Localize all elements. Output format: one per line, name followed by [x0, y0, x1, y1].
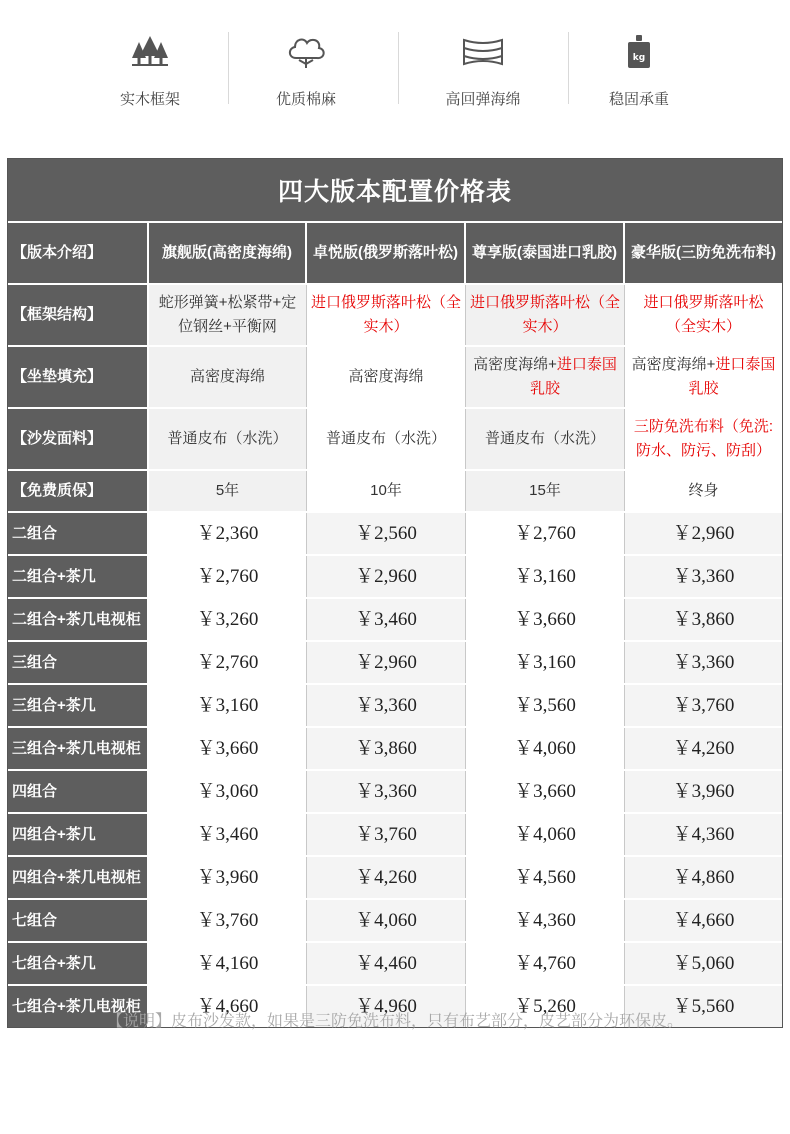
price-row	[8, 900, 782, 943]
version-header-row	[8, 223, 782, 285]
price-row	[8, 556, 782, 599]
table-cell: 15年	[466, 471, 625, 511]
table-title: 四大版本配置价格表	[8, 159, 782, 223]
feature-cotton-linen	[246, 26, 366, 116]
price-cell: ￥4,260	[307, 857, 466, 898]
price-cell: ￥3,460	[149, 814, 307, 855]
price-cell: ￥3,460	[307, 599, 466, 640]
feature-label: 高回弹海绵	[445, 91, 521, 108]
price-cell: ￥3,760	[149, 900, 307, 941]
price-cell: ￥4,360	[466, 900, 625, 941]
row-label: 【版本介绍】	[8, 223, 149, 283]
table-cell: 10年	[307, 471, 466, 511]
price-cell: ￥2,960	[307, 556, 466, 597]
price-cell: ￥4,660	[625, 900, 782, 941]
price-row	[8, 771, 782, 814]
price-cell: ￥3,860	[307, 728, 466, 769]
table-cell: 进口俄罗斯落叶松（全实木）	[307, 285, 466, 345]
row-label: 七组合+茶几	[8, 943, 149, 984]
row-label: 四组合+茶几	[8, 814, 149, 855]
price-cell: ￥3,660	[149, 728, 307, 769]
table-cell: 普通皮布（水洗）	[466, 409, 625, 469]
price-cell: ￥2,760	[149, 642, 307, 683]
price-cell: ￥3,860	[625, 599, 782, 640]
price-cell: ￥3,360	[307, 771, 466, 812]
price-cell: ￥4,760	[466, 943, 625, 984]
price-cell: ￥4,560	[466, 857, 625, 898]
price-cell: ￥3,060	[149, 771, 307, 812]
sponge-layers-icon	[461, 34, 505, 70]
price-cell: ￥3,360	[625, 556, 782, 597]
price-cell: ￥4,660	[149, 986, 307, 1027]
price-cell: ￥4,260	[625, 728, 782, 769]
frame-structure-row	[8, 285, 782, 347]
price-cell: ￥4,060	[466, 728, 625, 769]
price-cell: ￥2,960	[625, 513, 782, 554]
cell-text-highlight: 进口泰国乳胶	[529, 356, 617, 397]
cell-text	[470, 353, 620, 401]
price-row	[8, 599, 782, 642]
feature-strip	[70, 26, 720, 116]
table-cell	[625, 347, 782, 407]
row-label: 【框架结构】	[8, 285, 149, 345]
feature-label: 优质棉麻	[275, 91, 336, 108]
cell-text-plain: 高密度海绵+	[473, 356, 557, 373]
price-cell: ￥3,560	[466, 685, 625, 726]
row-label: 三组合+茶几	[8, 685, 149, 726]
fabric-row	[8, 409, 782, 471]
price-cell: ￥2,760	[466, 513, 625, 554]
cushion-filling-row	[8, 347, 782, 409]
warranty-row	[8, 471, 782, 513]
feature-label: 实木框架	[119, 91, 180, 108]
price-cell: ￥3,660	[466, 599, 625, 640]
row-label: 二组合+茶几	[8, 556, 149, 597]
price-cell: ￥4,860	[625, 857, 782, 898]
version-zunxiang: 尊享版(泰国进口乳胶)	[466, 223, 625, 283]
price-cell: ￥4,060	[466, 814, 625, 855]
price-cell: ￥3,960	[149, 857, 307, 898]
tree-icon	[128, 34, 172, 70]
price-row	[8, 513, 782, 556]
table-cell: 三防免洗布料（免洗:防水、防污、防刮）	[625, 409, 782, 469]
cell-text	[629, 353, 778, 401]
row-label: 二组合+茶几电视柜	[8, 599, 149, 640]
price-cell: ￥5,560	[625, 986, 782, 1027]
row-label: 【沙发面料】	[8, 409, 149, 469]
price-row	[8, 685, 782, 728]
price-cell: ￥4,060	[307, 900, 466, 941]
price-cell: ￥3,360	[307, 685, 466, 726]
table-cell: 普通皮布（水洗）	[149, 409, 307, 469]
version-zhuoyue: 卓悦版(俄罗斯落叶松)	[307, 223, 466, 283]
feature-solid-wood	[90, 26, 210, 116]
table-cell: 进口俄罗斯落叶松（全实木）	[625, 285, 782, 345]
row-label: 二组合	[8, 513, 149, 554]
feature-high-resilience-sponge	[423, 26, 543, 116]
price-cell: ￥3,760	[307, 814, 466, 855]
row-label: 三组合	[8, 642, 149, 683]
table-cell: 普通皮布（水洗）	[307, 409, 466, 469]
price-cell: ￥4,360	[625, 814, 782, 855]
cell-text-highlight: 进口泰国乳胶	[688, 356, 776, 397]
table-cell: 终身	[625, 471, 782, 511]
price-cell: ￥2,960	[307, 642, 466, 683]
table-cell	[466, 347, 625, 407]
price-cell: ￥2,760	[149, 556, 307, 597]
price-cell: ￥4,160	[149, 943, 307, 984]
price-row	[8, 642, 782, 685]
table-cell: 高密度海绵	[307, 347, 466, 407]
price-cell: ￥3,160	[466, 642, 625, 683]
table-cell: 蛇形弹簧+松紧带+定位钢丝+平衡网	[149, 285, 307, 345]
cell-text-plain: 高密度海绵+	[631, 356, 716, 373]
feature-stable-load-bearing	[579, 26, 699, 116]
kg-weight-icon	[617, 34, 661, 70]
price-cell: ￥4,460	[307, 943, 466, 984]
price-cell: ￥5,060	[625, 943, 782, 984]
row-label: 三组合+茶几电视柜	[8, 728, 149, 769]
version-flagship: 旗舰版(高密度海绵)	[149, 223, 307, 283]
price-row	[8, 857, 782, 900]
table-cell: 高密度海绵	[149, 347, 307, 407]
price-row	[8, 943, 782, 986]
price-cell: ￥3,360	[625, 642, 782, 683]
price-cell: ￥2,560	[307, 513, 466, 554]
divider	[228, 32, 229, 104]
version-luxury: 豪华版(三防免洗布料)	[625, 223, 782, 283]
price-cell: ￥3,260	[149, 599, 307, 640]
divider	[398, 32, 399, 104]
price-cell: ￥3,760	[625, 685, 782, 726]
price-table	[7, 158, 783, 1028]
feature-label: 稳固承重	[608, 91, 669, 108]
table-cell: 5年	[149, 471, 307, 511]
price-cell: ￥5,260	[466, 986, 625, 1027]
row-label: 【免费质保】	[8, 471, 149, 511]
divider	[568, 32, 569, 104]
row-label: 四组合	[8, 771, 149, 812]
price-cell: ￥4,960	[307, 986, 466, 1027]
footnote: 【说明】皮布沙发款，如果是三防免洗布料，只有布艺部分，皮艺部分为环保皮。	[106, 1013, 683, 1030]
price-row	[8, 728, 782, 771]
price-row	[8, 814, 782, 857]
price-cell: ￥3,160	[149, 685, 307, 726]
cotton-icon	[284, 34, 328, 70]
row-label: 四组合+茶几电视柜	[8, 857, 149, 898]
row-label: 七组合	[8, 900, 149, 941]
row-label: 【坐垫填充】	[8, 347, 149, 407]
price-cell: ￥3,160	[466, 556, 625, 597]
price-cell: ￥3,960	[625, 771, 782, 812]
price-cell: ￥2,360	[149, 513, 307, 554]
row-label: 七组合+茶几电视柜	[8, 986, 149, 1027]
svg-text:kg: kg	[632, 53, 646, 63]
table-cell: 进口俄罗斯落叶松（全实木）	[466, 285, 625, 345]
price-cell: ￥3,660	[466, 771, 625, 812]
price-rows	[8, 513, 782, 1027]
